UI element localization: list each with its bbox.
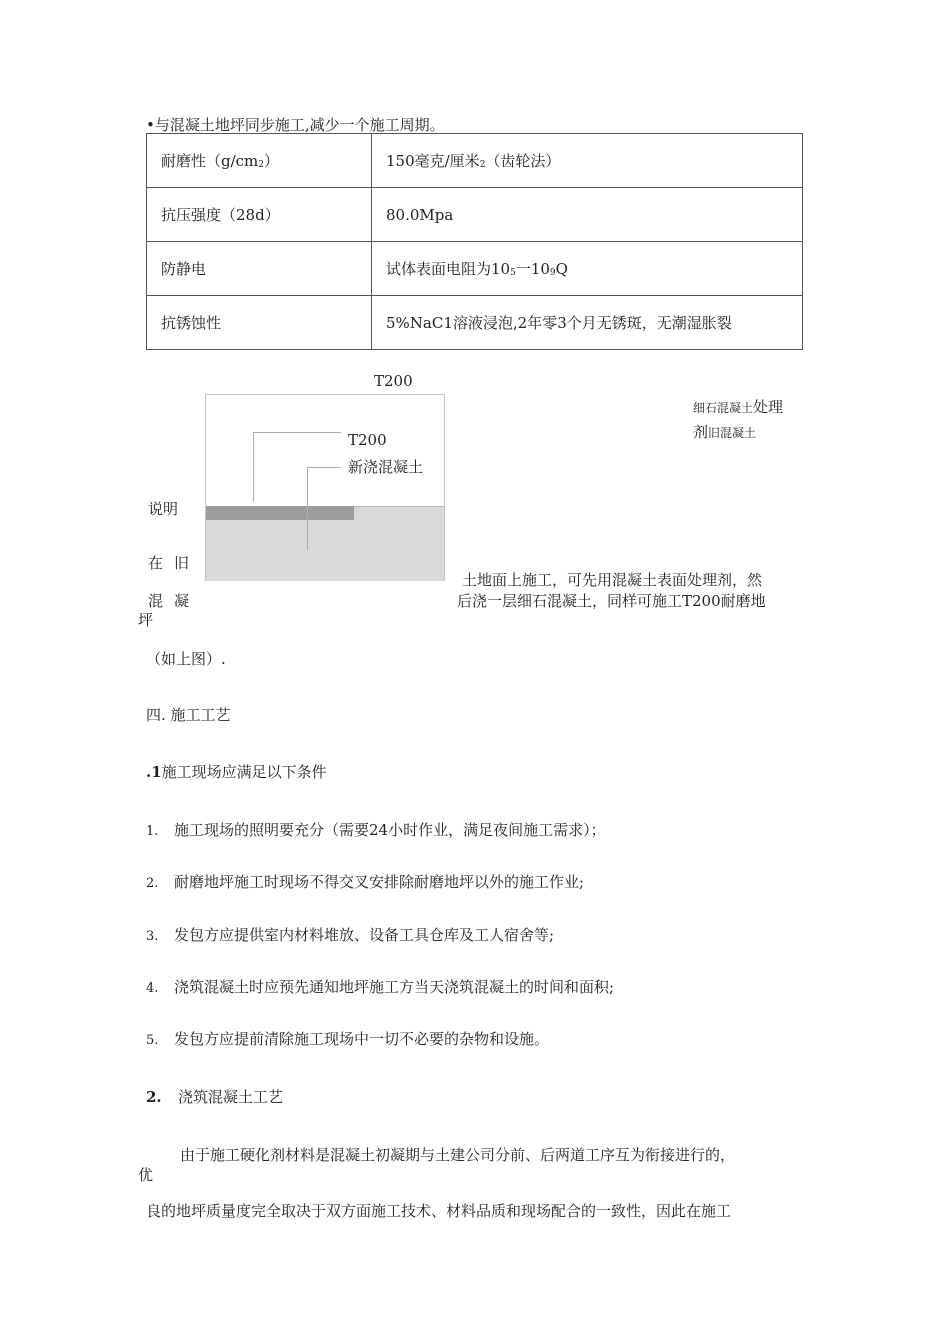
list-item: 2. 耐磨地坪施工时现场不得交叉安排除耐磨地坪以外的施工作业; [146, 873, 585, 891]
note-label: 说明 [148, 500, 179, 518]
table-row [147, 188, 803, 242]
note-char-jiu: 旧 [174, 554, 190, 572]
diagram-title: T200 [374, 372, 413, 390]
diagram-right-label-1: 细石混凝土处理 [693, 398, 784, 416]
leader-line-t200-horizontal [253, 432, 341, 433]
paragraph-line-2: 良的地坪质量度完全取决于双方面施工技术、材料品质和现场配合的一致性，因此在施工 [146, 1202, 732, 1220]
list-item: 4. 浇筑混凝土时应预先通知地坪施工方当天浇筑混凝土的时间和面积; [146, 978, 615, 996]
note-line-2: 后浇一层细石混凝土，同样可施工T200耐磨地 [457, 592, 766, 610]
table-cell-property: 抗压强度（28d） [147, 188, 372, 242]
floor-diagram [205, 394, 445, 581]
t200-layer [206, 506, 354, 520]
table-cell-value: 试体表面电阻为$10_5$一$10_9Q$ [372, 242, 803, 296]
list-item: 1. 施工现场的照明要充分（需要24小时作业，满足夜间施工需求）； [146, 821, 606, 839]
paragraph-line-1-tail: 优 [138, 1166, 154, 1184]
section-heading: 四. 施工工艺 [146, 706, 231, 724]
paragraph-line-1: 由于施工硬化剂材料是混凝土初凝期与土建公司分前、后两道工序互为衔接进行的， [180, 1146, 736, 1164]
list-item: 5. 发包方应提前清除施工现场中一切不必要的杂物和设施。 [146, 1030, 550, 1048]
diagram-label-t200: T200 [348, 431, 387, 449]
note-char-ping: 坪 [138, 611, 154, 629]
table-cell-value: 80.0Mpa [372, 188, 803, 242]
leader-line-t200-vertical [253, 432, 254, 502]
table-cell-property: 防静电 [147, 242, 372, 296]
table-cell-property: 抗锈蚀性 [147, 296, 372, 350]
table-row [147, 296, 803, 350]
table-row [147, 242, 803, 296]
list-item: 3. 发包方应提供室内材料堆放、设备工具仓库及工人宿舍等; [146, 926, 555, 944]
leader-line-new-vertical [307, 467, 308, 550]
intro-line: •与混凝土地坪同步施工,减少一个施工周期。 [146, 116, 445, 134]
table-cell-value: 150毫克/厘米$_2$（齿轮法） [372, 134, 803, 188]
table-cell-property: 耐磨性$(g/cm_2)$ [147, 134, 372, 188]
subsection-heading-2: 2. 浇筑混凝土工艺 [146, 1088, 284, 1106]
table-row [147, 134, 803, 188]
table-cell-value: 5%NaC1溶液浸泡,2年零3个月无锈斑，无潮湿胀裂 [372, 296, 803, 350]
note-line-1: 土地面上施工，可先用混凝土表面处理剂，然 [462, 571, 763, 589]
note-line-3: （如上图）. [146, 650, 226, 668]
spec-table [146, 133, 803, 350]
diagram-right-label-2: 剂旧混凝土 [693, 423, 757, 441]
subsection-heading-1: .1施工现场应满足以下条件 [146, 763, 327, 781]
diagram-label-new-concrete: 新浇混凝土 [348, 458, 424, 476]
note-char-hun: 混 [148, 592, 164, 610]
note-char-ning: 凝 [174, 592, 190, 610]
leader-line-new-horizontal [307, 467, 341, 468]
note-char-zai: 在 [148, 554, 164, 572]
